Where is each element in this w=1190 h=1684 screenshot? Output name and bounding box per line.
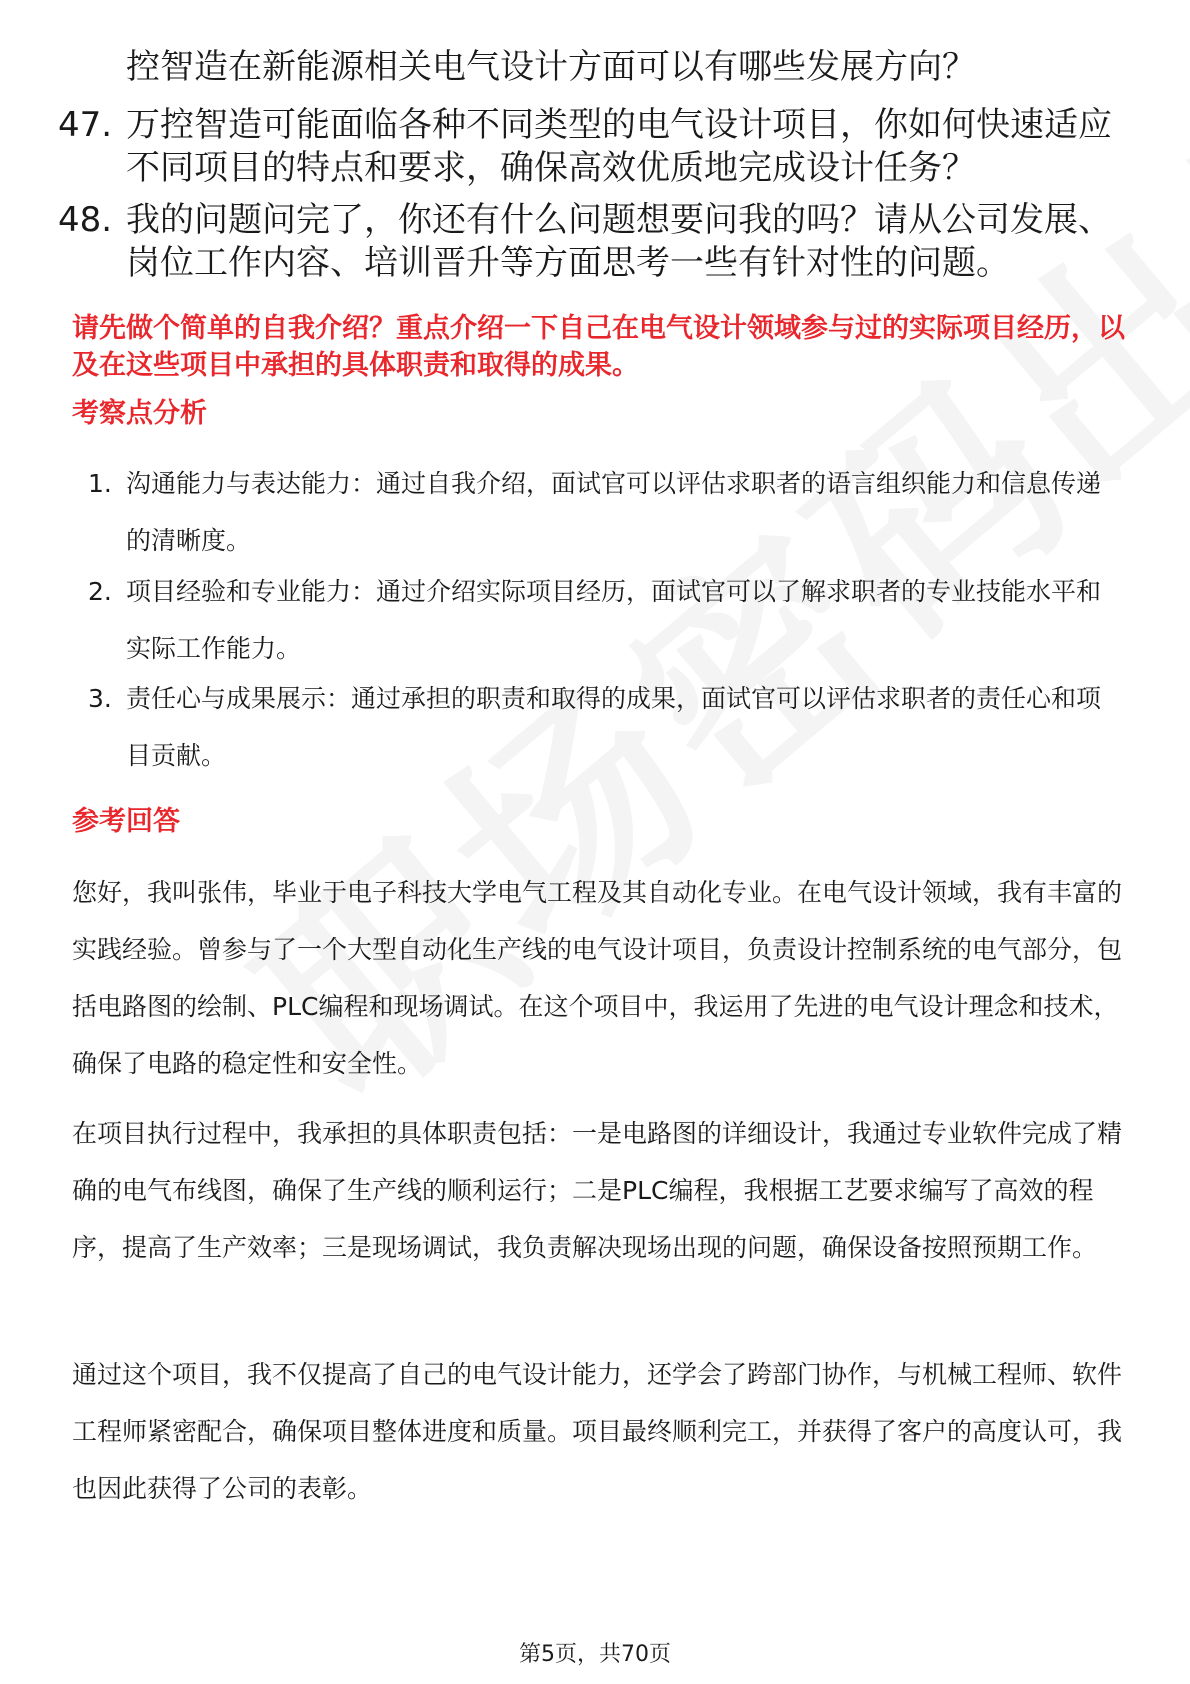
item-number: 2. — [88, 577, 112, 606]
question-number: 47. — [58, 105, 113, 145]
question-text: 我的问题问完了，你还有什么问题想要问我的吗？请从公司发展、岗位工作内容、培训晋升等方面思考一些有针对性的问题。 — [126, 200, 1112, 283]
question-continued — [58, 46, 1138, 89]
page-number: 第5页，共70页 — [519, 1642, 671, 1667]
item-number: 1. — [88, 469, 112, 498]
analysis-item — [88, 670, 1118, 784]
question-text: 万控智造可能面临各种不同类型的电气设计项目，你如何快速适应不同项目的特点和要求，确保高效优质地完成设计任务？ — [126, 105, 1112, 188]
analysis-item — [88, 563, 1118, 677]
analysis-title: 考察点分析 — [72, 398, 207, 429]
question-48 — [58, 199, 1138, 285]
question-number: 48. — [58, 200, 113, 240]
question-text: 控智造在新能源相关电气设计方面可以有哪些发展方向？ — [126, 47, 976, 87]
answer-paragraph: 通过这个项目，我不仅提高了自己的电气设计能力，还学会了跨部门协作，与机械工程师、软件工程师紧密配合，确保项目整体进度和质量。项目最终顺利完工，并获得了客户的高度认可，我也因此获得了公司的表彰。 — [72, 1360, 1123, 1503]
item-text: 责任心与成果展示：通过承担的职责和取得的成果，面试官可以评估求职者的责任心和项目贡献。 — [126, 684, 1102, 770]
answer-title: 参考回答 — [72, 806, 180, 837]
answer-paragraph: 在项目执行过程中，我承担的具体职责包括：一是电路图的详细设计，我通过专业软件完成了精确的电气布线图，确保了生产线的顺利运行；二是PLC编程，我根据工艺要求编写了高效的程序，提高了生产效率；三是现场调试，我负责解决现场出现的问题，确保设备按照预期工作。 — [72, 1119, 1123, 1262]
item-text: 沟通能力与表达能力：通过自我介绍，面试官可以评估求职者的语言组织能力和信息传递的清晰度。 — [126, 469, 1102, 555]
item-text: 项目经验和专业能力：通过介绍实际项目经历，面试官可以了解求职者的专业技能水平和实际工作能力。 — [126, 577, 1102, 663]
answer-paragraph: 您好，我叫张伟，毕业于电子科技大学电气工程及其自动化专业。在电气设计领域，我有丰富的实践经验。曾参与了一个大型自动化生产线的电气设计项目，负责设计控制系统的电气部分，包括电路图的绘制、PLC编程和现场调试。在这个项目中，我运用了先进的电气设计理念和技术，确保了电路的稳定性和安全性。 — [72, 878, 1123, 1078]
question-47 — [58, 104, 1138, 190]
analysis-item — [88, 455, 1118, 569]
item-number: 3. — [88, 684, 112, 713]
highlight-question: 请先做个简单的自我介绍？重点介绍一下自己在电气设计领域参与过的实际项目经历，以及在这些项目中承担的具体职责和取得的成果。 — [72, 313, 1125, 381]
